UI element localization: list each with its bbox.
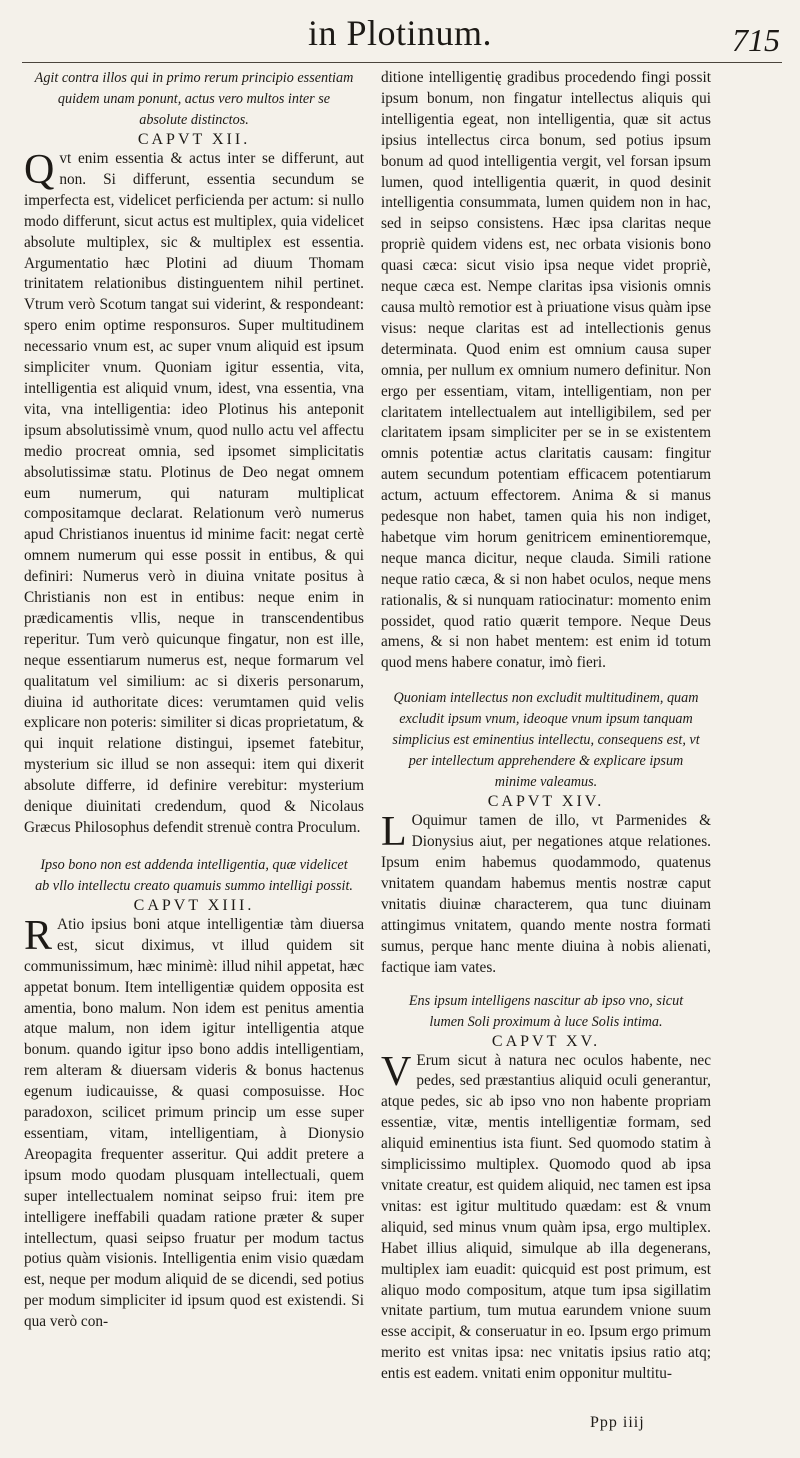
chapter-heading: CAPVT XV. <box>491 1032 601 1050</box>
chapter-summary: Ens ipsum intelligens nascitur ab ipso vno, sicut lumen Soli proximum à luce Solis intima. <box>408 992 684 1030</box>
chapter-summary: Ipso bono non est addenda intelligentia, quæ videlicet ab vllo intellectu creato quamuis summo intelligi possit. <box>35 856 353 894</box>
chapter-text-body: Atio ipsius boni atque intelligentiæ tàm diuersa est, sicut diximus, vt illud quidem sit communissimum, hæc minimè: illud nihil appetat, hæc appetat bonum. Item intelligentiæ quidem opposita est amentia, bono malum. Non idem est penitus amentia atque malum, non idem igitur intelligentia atque bonum. quando igitur ipso bono addis intelligentiam, rem alteram & diuersam videris & bonus hactenus egenum iudicauisse, & quasi composuisse. Hoc paradoxon, scilicet primum princip um esse super essentiam, vitam, intelligentiam, à Dionysio Areopagita frequenter asseritur. Qui addit pretere a ipsum modo quodam plusquam intellectuali, quem super intellectualem nominat seipso frui: item pre intelligere ineffabili quadam ratione præter & super intellectum, quasi seipso fruatur per modum tactus potius quàm visionis. Intelligentia enim visio quædam est, neque per modum aliquid de se dicendi, sed potius per modum simpliciter id ipsum quod est existendi. Si qua verò con- <box>24 915 364 1331</box>
right-column <box>381 68 711 1385</box>
chapter-text-body: Erum sicut à natura nec oculos habente, nec pedes, sed præstantius aliquid oculi generantur, atque pedes, sic ab ipso vno non habente propriam essentiæ, vitæ, mentis intelligentiæ formam, sed aliquid eminentius ista fiunt. Sed quomodo statim à simplicissimo multiplex. Quomodo quod ab ipsa vnitate creatur, est quidem aliquid, nec tamen est ipsa vnitas: est igitur multitudo quædam: est & vnum aliquid, sed minus vnum quàm ipsa, ergo multiplex. Habet illius aliquid, simulque ab illa degenerans, multiplex iam euadit: quicquid est post primum, est aliquo modo compositum, atque tum ipsa sigillatim vnitate partium, tum mutua earundem vnione suum esse accipit, & conseruatur in eo. Ipsum ergo primum merito est vnitas ipsa: nec vnitatis ipsius ratio atq; entis est eadem. vnitati enim opponitur multitu- <box>381 1051 711 1383</box>
chapter-heading: CAPVT XIV. <box>487 793 605 811</box>
drop-cap: L <box>381 809 407 856</box>
chapter-text-body: vt enim essentia & actus inter se differunt, aut non. Si differunt, essentia secundum se imperfecta est, videlicet perficienda per actum: si nullo modo differunt, sicut actus est multiplex, quia videlicet absolute multiplex, sic & multiplex est essentia. Argumentatio hæc Plotini ad diuum Thomam trinitatem relationibus distinguentem nihil pertinet. Vtrum verò Scotum tangat sui viderint, & respondeant: spero enim optime responsuros. Super multitudinem necessario vnum est, ac super vnum aliquid est ipsum simpliciter vnum. Quoniam igitur essentia, vita, intelligentia est aliquid vnum, idest, vna essentia, vna vita, vna intelligentia: ideo Plotinus his anteponit ipsum absolutissimè vnum, quod nullo actu vel affectu medio procreat omnia, sed ipsomet simplicitatis absolutissimæ statu. Plotinus de Deo negat omnem eum numerum, qui naturam multiplicat compositamque declarat. Relationum verò numerus apud Christianos inuentus id minime facit: negat certè omnem numerum qui esse possit in entibus, & qui definiri: Numerus verò in diuina vnitate positus à Christianis non est in entibus: neque enim in prædicamentis vllis, neque in transcendentibus reperitur. Tum verò quicunque fingatur, non est ille, neque essentiarum numerus est, neque formarum vel qualitatum vel similium: ac si dixeris personarum, diuina id authoritate dices: verumtamen quid velis explicare non poteris: similiter si dicas proprietatum, & qui inquit relatione distingui, ipsemet fatebitur, mysterium sic illud se non assequi: item qui dixerit absolute differre, id definire verebitur: mysterium denique diuinitati credendum, quod & Nicolaus Græcus Philosophus defendit strenuè contra Proculum. <box>24 150 364 836</box>
chapter-text <box>381 1048 711 1386</box>
running-title: in Plotinum. <box>307 13 493 53</box>
drop-cap: R <box>24 912 53 959</box>
page-number: 715 <box>732 22 780 58</box>
drop-cap: V <box>381 1048 412 1095</box>
signature-mark: Ppp iiij <box>590 1414 645 1431</box>
chapter-text-body: Oquimur tamen de illo, vt Parmenides & Dionysius aiut, per negationes atque relationes. Ipsum enim habemus quodammodo, quatenus vnitatem quandam habemus mentis nostræ caput vnitatis diuinæ characterem, qua tunc diuinam attingimus vnitatem, quando mente nostra formati sumus, perque hanc mente diuina à nobis alienati, factique iam vates. <box>381 812 711 976</box>
chapter-text <box>24 149 364 839</box>
chapter-text-continued: ditione intelligentię gradibus procedendo fingi possit ipsum bonum, non fingatur intellectus aliquis qui intelligentia egeat, non intelligentia, quæ sit actus ipsius intellectus circa bonum, sed potius ipsum bonum ad quod intelligentia vergit, vel forsan ipsum lumen, quod intelligentia quærit, in quod desinit intelligentia consummata, lumen quidem non in hac, sed in seipso consistens. Hæc ipsa claritas neque propriè quidem videns est, nec orbata visionis bono quasi cæca: sicut visio ipsa neque videt propriè, neque cæca est. Nempe claritas ipsa visionis omnis causa multò remotior est à priuatione visus quàm ipse visus: neque claritas est ad intellectionis genus determinata. Quod enim est omnium causa super omnia, per nullum ex omnium numero definitur. Non ergo per essentiam, vitam, intelligentiam, non per claritatem intellectualem aut intelligibilem, sed per claritatem ipsam simpliciter per se in se existentem omnis potentiæ actus claritatis causam: fingitur autem secundum potentiam efficacem potentiarum actum, actuum effectorem. Anima & si manus pedesque non habet, tamen quia his non indiget, habetque vim horum genitricem eminentioremque, neque manca dicitur, neque clauda. Simili ratione neque ratio cæca, & si non habet oculos, neque mens rationalis, & si nunquam ratiocinatur: momento enim possidet, quod ratio quærit tempore. Neque Deus amens, & si non habet mentem: est enim id totum quod mens habere conatur, imò fieri. <box>381 69 711 672</box>
chapter-text <box>24 912 364 1333</box>
chapter-summary: Agit contra illos qui in primo rerum principio essentiam quidem unam ponunt, actus vero multos inter se absolute distinctos. <box>34 70 354 128</box>
header-rule <box>22 62 782 63</box>
chapter-text <box>381 811 711 978</box>
chapter-summary: Quoniam intellectus non excludit multitudinem, quam excludit ipsum vnum, ideoque vnum ipsum tanquam simplicius est eminentius intellectu, consequens est, vt per intellectum apprehendere & explicare ipsum minime valeamus. <box>392 690 700 791</box>
chapter-heading: CAPVT XIII. <box>133 896 255 914</box>
drop-cap: Q <box>24 147 55 193</box>
chapter-heading: CAPVT XII. <box>137 131 251 148</box>
left-column <box>24 68 364 1333</box>
